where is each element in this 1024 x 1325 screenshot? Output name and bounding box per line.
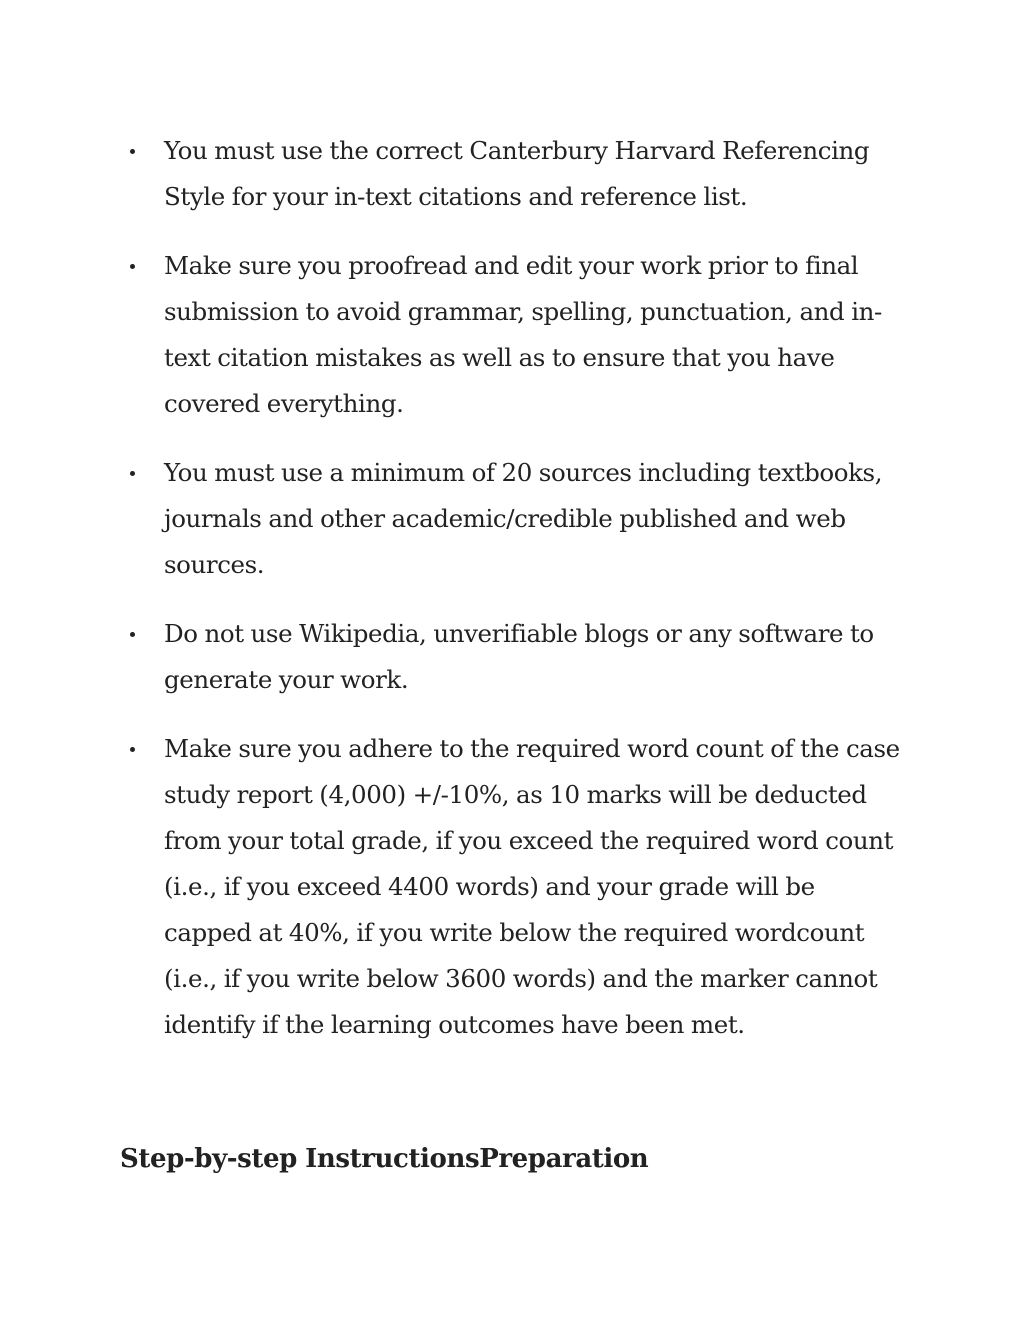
list-item <box>0 450 904 588</box>
list-item <box>0 128 904 220</box>
list-item-text: Make sure you proofread and edit your work prior to final submission to avoid grammar, spelling, punctuation, and in-text citation mistakes as well as to ensure that you have covered everything. <box>164 251 882 418</box>
bullet-icon <box>130 747 135 752</box>
bullet-icon <box>130 149 135 154</box>
bullet-icon <box>130 264 135 269</box>
section-heading: Step-by-step InstructionsPreparation <box>120 1144 649 1174</box>
list-item-text: Make sure you adhere to the required word count of the case study report (4,000) +/-10%, as 10 marks will be deducted from your total grade, if you exceed the required word count (i.e., if you exceed 4400 words) and your grade will be capped at 40%, if you write below the required wordcount (i.e., if you write below 3600 words) and the marker cannot identify if the learning outcomes have been met. <box>164 734 900 1039</box>
list-item-text: Do not use Wikipedia, unverifiable blogs or any software to generate your work. <box>164 619 874 694</box>
list-item-text: You must use the correct Canterbury Harvard Referencing Style for your in-text citations and reference list. <box>164 136 870 211</box>
bullet-icon <box>130 471 135 476</box>
list-item <box>0 243 904 427</box>
list-item <box>0 726 904 1048</box>
list-item <box>0 611 904 703</box>
list-item-text: You must use a minimum of 20 sources including textbooks, journals and other academic/credible published and web sources. <box>164 458 883 579</box>
bullet-icon <box>130 632 135 637</box>
requirements-list <box>0 128 1024 1071</box>
